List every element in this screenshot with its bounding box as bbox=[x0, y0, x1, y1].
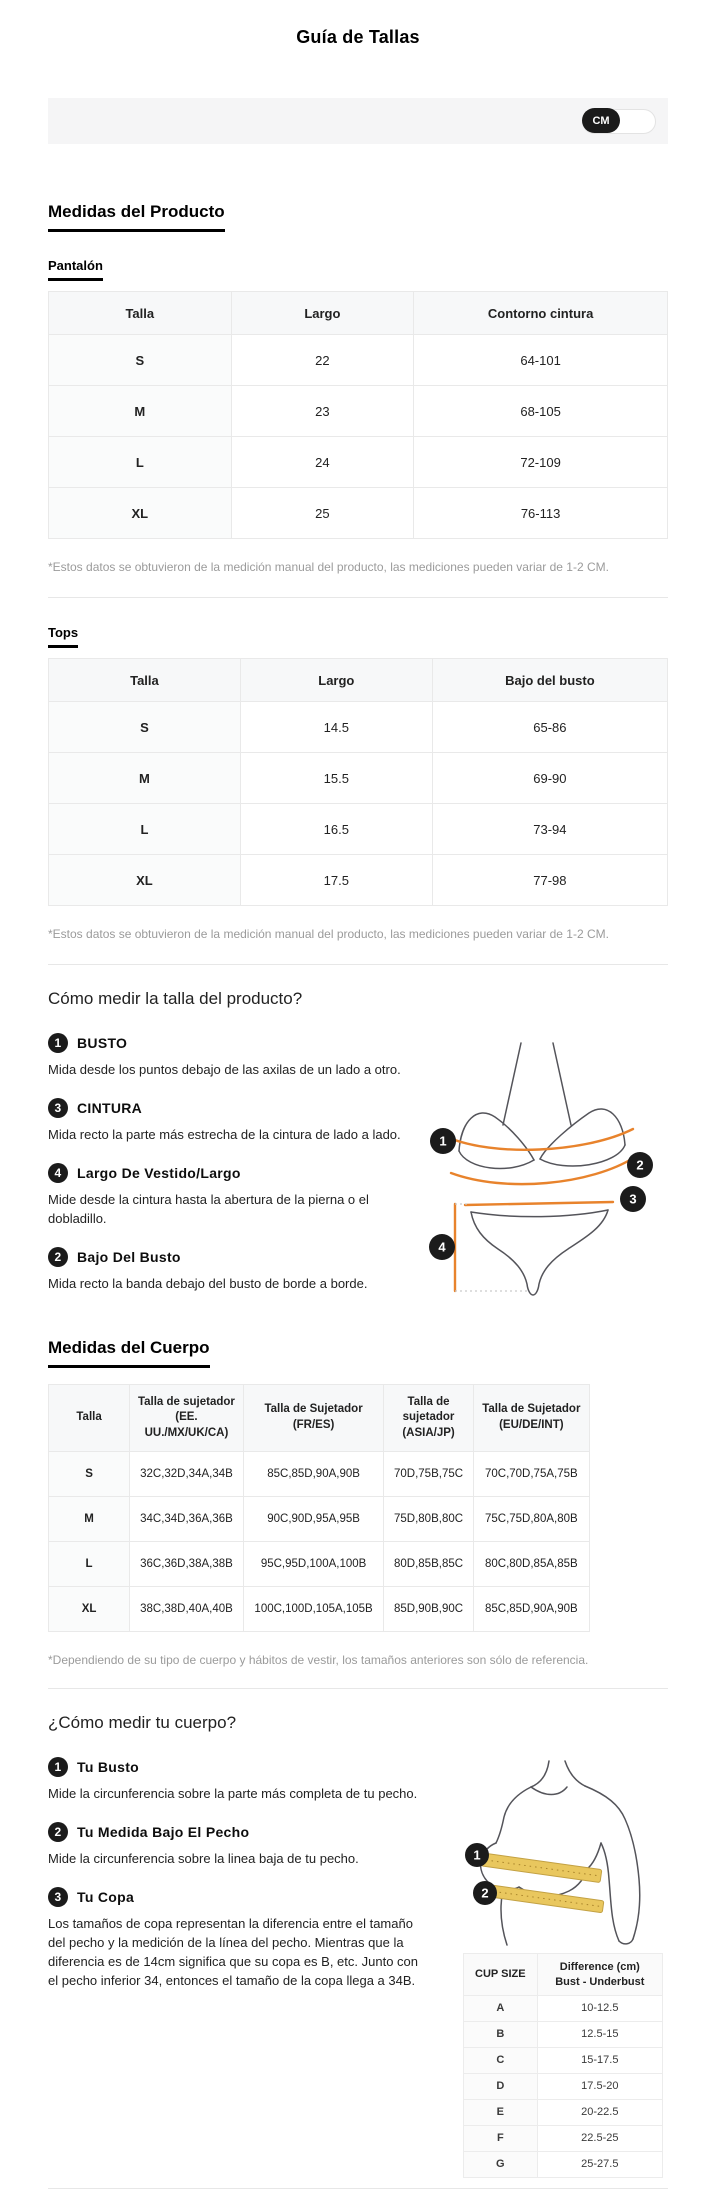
step-number-badge: 2 bbox=[48, 1822, 68, 1842]
table-column-header: Contorno cintura bbox=[414, 292, 668, 335]
table-cell: 16.5 bbox=[240, 804, 432, 855]
table-column-header: Talla bbox=[49, 292, 232, 335]
table-cell: M bbox=[49, 1497, 130, 1542]
table-header-row bbox=[49, 292, 668, 335]
how-measure-product-heading: Cómo medir la talla del producto? bbox=[48, 989, 303, 1009]
step-title: Tu Busto bbox=[77, 1759, 140, 1776]
table-cell: L bbox=[49, 804, 241, 855]
table-row bbox=[464, 1995, 663, 2021]
table-cell: 17.5-20 bbox=[537, 2073, 662, 2099]
figure-badge-1: 1 bbox=[473, 1847, 481, 1863]
table-row bbox=[49, 702, 668, 753]
table-row bbox=[49, 437, 668, 488]
unit-toolbar bbox=[48, 98, 668, 144]
table-column-header: Bajo del busto bbox=[432, 659, 667, 702]
cup-size-col-header: CUP SIZE bbox=[464, 1954, 538, 1996]
step-description: Mide la circunferencia sobre la linea baja de tu pecho. bbox=[48, 1851, 359, 1867]
measurement-note: *Estos datos se obtuvieron de la medición manual del producto, las mediciones pueden variar de 1-2 CM. bbox=[48, 927, 609, 942]
diagram-badge-1: 1 bbox=[439, 1133, 447, 1149]
measure-step-largo bbox=[48, 1163, 406, 1229]
table-cell: D bbox=[464, 2073, 538, 2099]
tops-table bbox=[48, 658, 668, 906]
table-cell: 17.5 bbox=[240, 855, 432, 906]
table-cell: 12.5-15 bbox=[537, 2021, 662, 2047]
table-cell: 20-22.5 bbox=[537, 2099, 662, 2125]
table-cell: XL bbox=[49, 1587, 130, 1632]
page-title: Guía de Tallas bbox=[296, 27, 420, 47]
body-measures-heading: Medidas del Cuerpo bbox=[48, 1338, 210, 1368]
tab-pantalon[interactable]: Pantalón bbox=[48, 258, 103, 281]
table-cell: 73-94 bbox=[432, 804, 667, 855]
table-header-row bbox=[49, 659, 668, 702]
step-description: Mide desde la cintura hasta la abertura de la pierna o el dobladillo. bbox=[48, 1192, 369, 1226]
table-cell: 36C,36D,38A,38B bbox=[130, 1542, 244, 1587]
table-row bbox=[49, 1587, 590, 1632]
section-divider bbox=[48, 1688, 668, 1689]
table-cell: 100C,100D,105A,105B bbox=[243, 1587, 384, 1632]
section-divider bbox=[48, 964, 668, 965]
table-cell: 95C,95D,100A,100B bbox=[243, 1542, 384, 1587]
table-cell: XL bbox=[49, 488, 232, 539]
table-cell: 14.5 bbox=[240, 702, 432, 753]
torso-measure-diagram-icon bbox=[463, 1757, 663, 1947]
step-number-badge: 3 bbox=[48, 1887, 68, 1907]
table-cell: 64-101 bbox=[414, 335, 668, 386]
table-column-header: Talla de Sujetador (EU/DE/INT) bbox=[473, 1384, 589, 1452]
body-note: *Dependiendo de su tipo de cuerpo y hábitos de vestir, los tamaños anteriores son sólo de referencia. bbox=[48, 1653, 589, 1668]
table-cell: 80D,85B,85C bbox=[384, 1542, 473, 1587]
table-cell: 90C,90D,95A,95B bbox=[243, 1497, 384, 1542]
step-title: CINTURA bbox=[77, 1100, 143, 1117]
step-description: Los tamaños de copa representan la diferencia entre el tamaño del pecho y la medición de la línea del pecho. Mientras que la diferencia es de 14cm significa que su copa es B, etc. Junto con el pecho inferior 34, entonces el tamaño de la copa llega a 34B. bbox=[48, 1916, 418, 1988]
measure-steps bbox=[48, 1033, 416, 1311]
step-description: Mide la circunferencia sobre la parte más completa de tu pecho. bbox=[48, 1786, 418, 1802]
table-cell: M bbox=[49, 386, 232, 437]
table-cell: 15-17.5 bbox=[537, 2047, 662, 2073]
table-cell: M bbox=[49, 753, 241, 804]
table-row bbox=[49, 488, 668, 539]
table-row bbox=[464, 2047, 663, 2073]
measure-step-busto bbox=[48, 1033, 406, 1080]
step-description: Mida recto la parte más estrecha de la cintura de lado a lado. bbox=[48, 1127, 401, 1143]
table-cell: 38C,38D,40A,40B bbox=[130, 1587, 244, 1632]
table-column-header: Talla de sujetador (ASIA/JP) bbox=[384, 1384, 473, 1452]
table-cell: G bbox=[464, 2151, 538, 2177]
table-column-header: Largo bbox=[231, 292, 414, 335]
how-measure-body-section bbox=[48, 1757, 668, 2178]
table-cell: 76-113 bbox=[414, 488, 668, 539]
table-cell: E bbox=[464, 2099, 538, 2125]
table-cell: 70C,70D,75A,75B bbox=[473, 1452, 589, 1497]
body-measures-table bbox=[48, 1384, 590, 1633]
table-cell: 34C,34D,36A,36B bbox=[130, 1497, 244, 1542]
table-row bbox=[464, 2021, 663, 2047]
table-cell: 22.5-25 bbox=[537, 2125, 662, 2151]
table-cell: 25 bbox=[231, 488, 414, 539]
unit-toggle[interactable] bbox=[582, 109, 656, 134]
table-column-header: Talla bbox=[49, 1384, 130, 1452]
table-cell: B bbox=[464, 2021, 538, 2047]
diagram-badge-2: 2 bbox=[636, 1157, 644, 1173]
table-column-header: Talla bbox=[49, 659, 241, 702]
table-cell: 85C,85D,90A,90B bbox=[473, 1587, 589, 1632]
table-cell: 24 bbox=[231, 437, 414, 488]
product-diagram-column bbox=[416, 1033, 668, 1311]
table-row bbox=[464, 2099, 663, 2125]
table-cell: L bbox=[49, 1542, 130, 1587]
body-step-bajo-pecho bbox=[48, 1822, 448, 1869]
table-row bbox=[464, 2151, 663, 2177]
table-cell: 23 bbox=[231, 386, 414, 437]
table-cell: L bbox=[49, 437, 232, 488]
step-title: Tu Copa bbox=[77, 1889, 135, 1906]
table-row bbox=[49, 855, 668, 906]
product-measures-heading: Medidas del Producto bbox=[48, 202, 225, 232]
how-measure-product-section bbox=[48, 1033, 668, 1311]
table-row bbox=[49, 804, 668, 855]
body-step-busto bbox=[48, 1757, 448, 1804]
table-row bbox=[49, 1542, 590, 1587]
table-column-header: Talla de sujetador (EE. UU./MX/UK/CA) bbox=[130, 1384, 244, 1452]
table-header-row bbox=[464, 1954, 663, 1996]
step-title: Bajo Del Busto bbox=[77, 1248, 181, 1265]
step-number-badge: 1 bbox=[48, 1757, 68, 1777]
pantalon-table bbox=[48, 291, 668, 539]
diagram-badge-4: 4 bbox=[438, 1239, 446, 1255]
table-cell: S bbox=[49, 335, 232, 386]
how-measure-body-heading: ¿Cómo medir tu cuerpo? bbox=[48, 1713, 237, 1733]
table-cell: 70D,75B,75C bbox=[384, 1452, 473, 1497]
table-column-header: Talla de Sujetador (FR/ES) bbox=[243, 1384, 384, 1452]
unit-option-cm[interactable]: CM bbox=[582, 108, 620, 133]
step-number-badge: 2 bbox=[48, 1247, 68, 1267]
measurement-note: *Estos datos se obtuvieron de la medición manual del producto, las mediciones pueden variar de 1-2 CM. bbox=[48, 560, 609, 574]
table-row bbox=[464, 2073, 663, 2099]
table-cell: 77-98 bbox=[432, 855, 667, 906]
step-number-badge: 3 bbox=[48, 1098, 68, 1118]
measure-step-bajo-busto bbox=[48, 1247, 406, 1294]
bikini-measure-diagram-icon bbox=[427, 1033, 657, 1305]
table-cell: S bbox=[49, 702, 241, 753]
table-row bbox=[49, 753, 668, 804]
table-cell: 22 bbox=[231, 335, 414, 386]
table-cell: 80C,80D,85A,85B bbox=[473, 1542, 589, 1587]
table-row bbox=[49, 1452, 590, 1497]
step-description: Mida recto la banda debajo del busto de borde a borde. bbox=[48, 1275, 368, 1291]
table-cell: 32C,32D,34A,34B bbox=[130, 1452, 244, 1497]
table-row bbox=[49, 335, 668, 386]
diagram-badge-3: 3 bbox=[629, 1191, 637, 1207]
table-cell: 69-90 bbox=[432, 753, 667, 804]
table-cell: 85C,85D,90A,90B bbox=[243, 1452, 384, 1497]
cup-diff-col-header: Difference (cm) Bust - Underbust bbox=[537, 1954, 662, 1996]
table-cell: 75C,75D,80A,80B bbox=[473, 1497, 589, 1542]
step-title: BUSTO bbox=[77, 1035, 128, 1052]
step-number-badge: 1 bbox=[48, 1033, 68, 1053]
step-number-badge: 4 bbox=[48, 1163, 68, 1183]
measure-steps bbox=[48, 1757, 458, 2178]
table-row bbox=[49, 1497, 590, 1542]
step-title: Largo De Vestido/Largo bbox=[77, 1165, 241, 1182]
table-cell: 25-27.5 bbox=[537, 2151, 662, 2177]
measure-step-cintura bbox=[48, 1098, 406, 1145]
figure-badge-2: 2 bbox=[481, 1885, 489, 1901]
table-column-header: Largo bbox=[240, 659, 432, 702]
table-row bbox=[464, 2125, 663, 2151]
table-header-row bbox=[49, 1384, 590, 1452]
table-cell: 85D,90B,90C bbox=[384, 1587, 473, 1632]
table-cell: F bbox=[464, 2125, 538, 2151]
table-cell: S bbox=[49, 1452, 130, 1497]
table-row bbox=[49, 386, 668, 437]
section-divider bbox=[48, 597, 668, 598]
table-cell: 75D,80B,80C bbox=[384, 1497, 473, 1542]
table-cell: A bbox=[464, 1995, 538, 2021]
table-cell: XL bbox=[49, 855, 241, 906]
cup-size-table bbox=[463, 1953, 663, 2178]
table-cell: 72-109 bbox=[414, 437, 668, 488]
table-cell: C bbox=[464, 2047, 538, 2073]
step-description: Mida desde los puntos debajo de las axilas de un lado a otro. bbox=[48, 1062, 401, 1078]
table-cell: 15.5 bbox=[240, 753, 432, 804]
table-cell: 68-105 bbox=[414, 386, 668, 437]
tab-tops[interactable]: Tops bbox=[48, 625, 78, 648]
step-title: Tu Medida Bajo El Pecho bbox=[77, 1824, 250, 1841]
body-diagram-column bbox=[458, 1757, 668, 2178]
body-step-copa bbox=[48, 1887, 448, 1990]
table-cell: 10-12.5 bbox=[537, 1995, 662, 2021]
table-cell: 65-86 bbox=[432, 702, 667, 753]
